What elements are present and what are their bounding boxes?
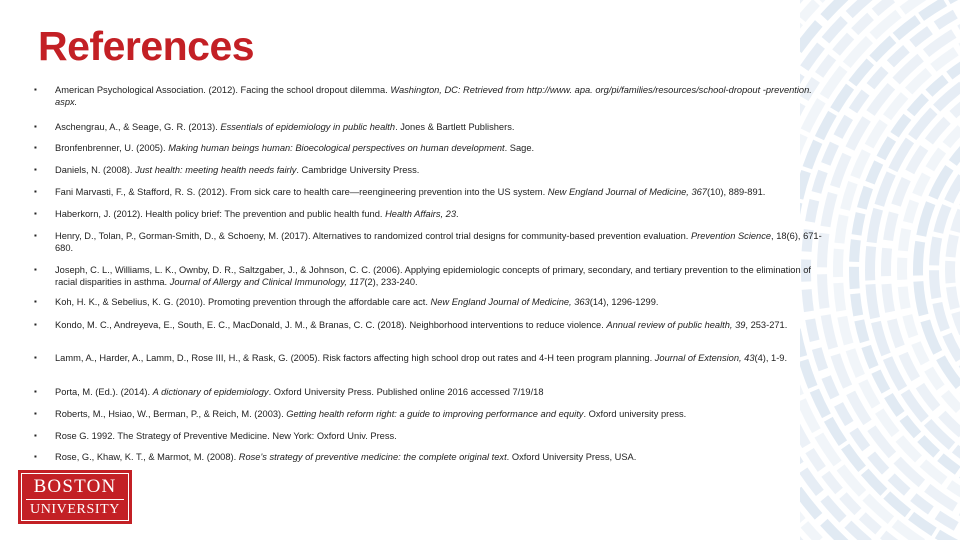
reference-item: ▪ Kondo, M. C., Andreyeva, E., South, E. C., MacDonald, J. M., & Branas, C. C. (2018). Neighborhood interventions to reduce violence. Annual review of public health, 39, 253-271.	[34, 320, 788, 330]
bullet-icon: ▪	[34, 452, 37, 461]
reference-item: ▪ Fani Marvasti, F., & Stafford, R. S. (2012). From sick care to health care—reengineering prevention into the US system. New England Journal of Medicine, 367(10), 889-891.	[34, 187, 766, 197]
bullet-icon: ▪	[34, 122, 37, 131]
bullet-icon: ▪	[34, 209, 37, 218]
reference-item: ▪ Lamm, A., Harder, A., Lamm, D., Rose III, H., & Rask, G. (2005). Risk factors affecting high school drop out rates and 4-H teen program planning. Journal of Extension, 43(4), 1-9.	[34, 353, 788, 363]
logo-line-university: UNIVERSITY	[30, 502, 120, 517]
bullet-icon: ▪	[34, 320, 37, 329]
page-title: References	[38, 23, 255, 69]
reference-item: ▪ Joseph, C. L., Williams, L. K., Ownby, D. R., Saltzgaber, J., & Johnson, C. C. (2006). Applying epidemiologic concepts of primary, secondary, and tertiary prevention to the elimination of racial disparities in asthma. Journal of Allergy and Clinical Immunology, 117(2), 233-240.	[34, 265, 811, 288]
reference-item: ▪ Henry, D., Tolan, P., Gorman-Smith, D., & Schoeny, M. (2017). Alternatives to randomized control trial designs for community-based prevention evaluation. Prevention Science, 18(6), 671-680.	[34, 231, 822, 254]
bullet-icon: ▪	[34, 387, 37, 396]
reference-item: ▪ Aschengrau, A., & Seage, G. R. (2013). Essentials of epidemiology in public health. Jones & Bartlett Publishers.	[34, 122, 515, 132]
reference-item: ▪ Bronfenbrenner, U. (2005). Making human beings human: Bioecological perspectives on human development. Sage.	[34, 143, 535, 153]
logo-divider	[26, 499, 124, 500]
reference-item: ▪ Rose G. 1992. The Strategy of Preventive Medicine. New York: Oxford Univ. Press.	[34, 431, 397, 441]
reference-item: ▪ Koh, H. K., & Sebelius, K. G. (2010). Promoting prevention through the affordable care act. New England Journal of Medicine, 363(14), 1296-1299.	[34, 297, 659, 307]
reference-item: ▪ Daniels, N. (2008). Just health: meeting health needs fairly. Cambridge University Press.	[34, 165, 420, 175]
bullet-icon: ▪	[34, 231, 37, 240]
bullet-icon: ▪	[34, 409, 37, 418]
logo-line-boston: BOSTON	[33, 476, 117, 497]
bullet-icon: ▪	[34, 187, 37, 196]
bullet-icon: ▪	[34, 265, 37, 274]
bullet-icon: ▪	[34, 297, 37, 306]
boston-university-logo	[18, 470, 132, 524]
reference-item: ▪ Rose, G., Khaw, K. T., & Marmot, M. (2008). Rose's strategy of preventive medicine: the complete original text. Oxford University Press, USA.	[34, 452, 637, 462]
bullet-icon: ▪	[34, 85, 37, 94]
reference-item: ▪ Porta, M. (Ed.). (2014). A dictionary of epidemiology. Oxford University Press. Published online 2016 accessed 7/19/18	[34, 387, 544, 397]
bullet-icon: ▪	[34, 165, 37, 174]
reference-item: ▪ Haberkorn, J. (2012). Health policy brief: The prevention and public health fund. Health Affairs, 23.	[34, 209, 459, 219]
bullet-icon: ▪	[34, 143, 37, 152]
reference-item: ▪ American Psychological Association. (2012). Facing the school dropout dilemma. Washington, DC: Retrieved from http://www. apa. org/pi/families/resources/school-dropout -prevention. aspx.	[34, 85, 812, 108]
bullet-icon: ▪	[34, 431, 37, 440]
reference-item: ▪ Roberts, M., Hsiao, W., Berman, P., & Reich, M. (2003). Getting health reform right: a guide to improving performance and equity. Oxford university press.	[34, 409, 687, 419]
bullet-icon: ▪	[34, 353, 37, 362]
